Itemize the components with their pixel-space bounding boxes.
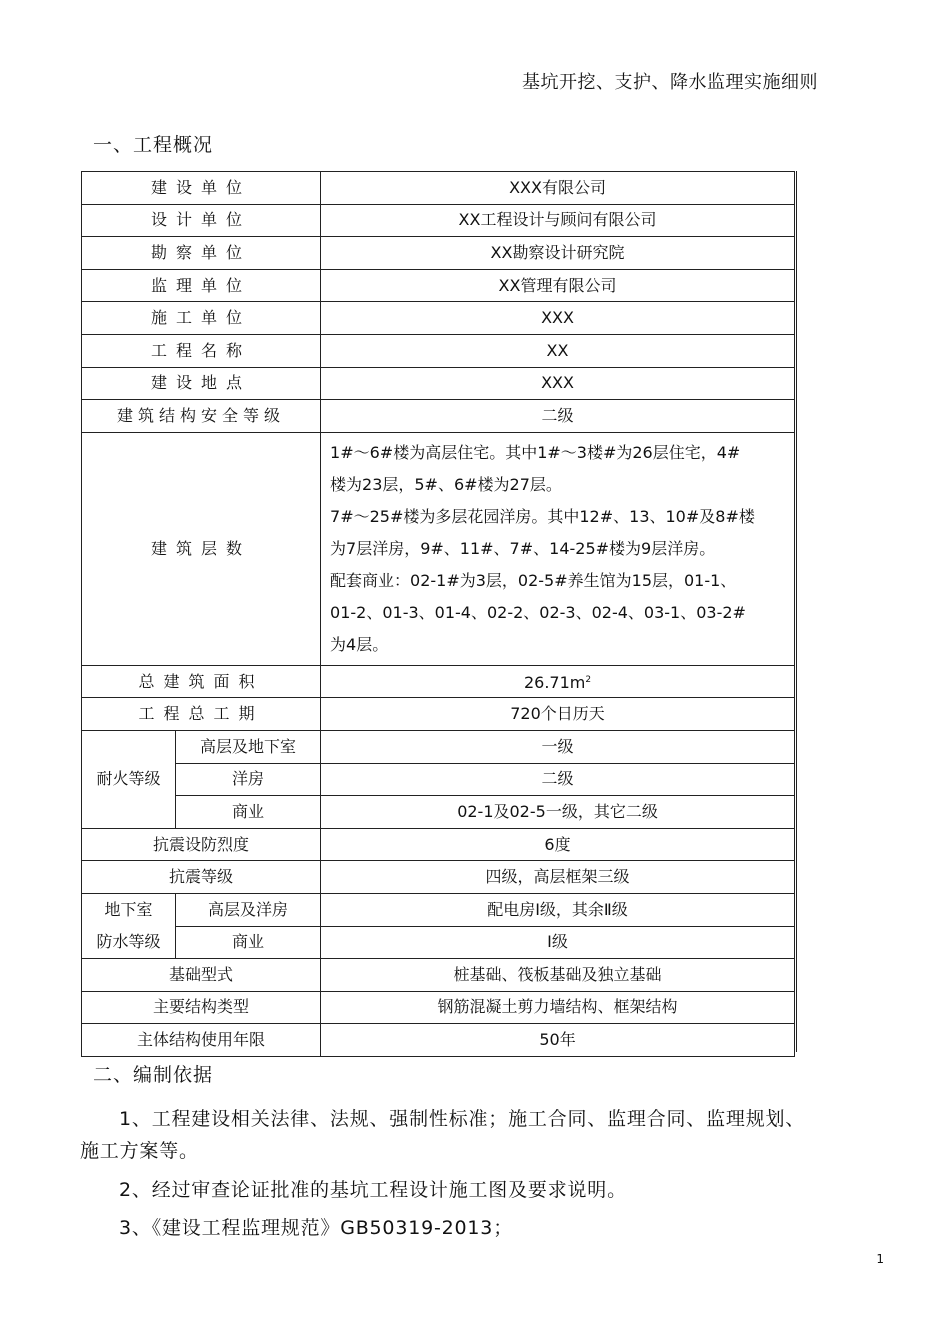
row-value: Ⅰ级 (321, 926, 795, 959)
row-label: 工程名称 (82, 334, 321, 367)
row-value: 二级 (321, 763, 795, 796)
table-double-border-line (796, 171, 797, 1052)
section-heading-basis: 二、编制依据 (93, 1064, 214, 1086)
row-value: 50年 (321, 1024, 795, 1057)
row-value: XX工程设计与顾问有限公司 (321, 204, 795, 237)
row-value: XXX有限公司 (321, 172, 795, 205)
page-number: 1 (876, 1252, 884, 1266)
row-value: XXX (321, 367, 795, 400)
area-value: 26.71m (523, 673, 586, 693)
row-label: 主要结构类型 (82, 991, 321, 1024)
table-row (82, 1024, 795, 1057)
basis-item-2: 2、经过审查论证批准的基坑工程设计施工图及要求说明。 (119, 1179, 627, 1201)
group-label-fire: 耐火等级 (82, 730, 176, 828)
row-label: 抗震等级 (82, 861, 321, 894)
table-row (82, 796, 795, 829)
group-label-waterproof (82, 893, 176, 958)
table-row (82, 926, 795, 959)
row-value: 6度 (321, 828, 795, 861)
table-row (82, 828, 795, 861)
waterproof-label-line: 防水等级 (96, 932, 161, 951)
floors-line: 为7层洋房，9#、11#、7#、14-25#楼为9层洋房。 (330, 538, 716, 558)
table-row (82, 730, 795, 763)
table-row (82, 400, 795, 433)
row-value: 720个日历天 (321, 698, 795, 731)
row-value: 钢筋混凝土剪力墙结构、框架结构 (321, 991, 795, 1024)
row-value: XX勘察设计研究院 (321, 237, 795, 270)
row-value (321, 665, 795, 698)
row-label: 主体结构使用年限 (82, 1024, 321, 1057)
table-row (82, 302, 795, 335)
row-value: 一级 (321, 730, 795, 763)
table-row (82, 991, 795, 1024)
table-row (82, 959, 795, 992)
floors-line: 配套商业：02-1#为3层，02-5#养生馆为15层，01-1、 (330, 570, 737, 590)
sub-label: 高层及地下室 (176, 730, 321, 763)
area-unit-superscript: 2 (585, 675, 592, 686)
row-label: 监理单位 (82, 269, 321, 302)
basis-item-1-line-1: 1、工程建设相关法律、法规、强制性标准；施工合同、监理合同、监理规划、 (119, 1108, 806, 1130)
row-label: 建设地点 (82, 367, 321, 400)
basis-item-3: 3、《建设工程监理规范》GB50319-2013； (119, 1217, 513, 1239)
document-header-title: 基坑开挖、支护、降水监理实施细则 (522, 72, 818, 93)
table-row (82, 861, 795, 894)
row-value: 配电房Ⅰ级，其余Ⅱ级 (321, 893, 795, 926)
sub-label: 商业 (176, 796, 321, 829)
table-row (82, 334, 795, 367)
row-label: 建设单位 (82, 172, 321, 205)
sub-label: 高层及洋房 (176, 893, 321, 926)
row-label: 基础型式 (82, 959, 321, 992)
table-row (82, 665, 795, 698)
floors-line: 01-2、01-3、01-4、02-2、02-3、02-4、03-1、03-2# (330, 602, 746, 622)
basis-item-1-line-2: 施工方案等。 (80, 1140, 199, 1162)
floors-line: 7#～25#楼为多层花园洋房。其中12#、13、10#及8#楼 (330, 506, 755, 526)
table-row (82, 172, 795, 205)
row-label: 工程总工期 (82, 698, 321, 731)
table-row (82, 367, 795, 400)
row-label: 建筑结构安全等级 (82, 400, 321, 433)
row-value: XX (321, 334, 795, 367)
table-row (82, 237, 795, 270)
row-value: XXX (321, 302, 795, 335)
project-overview-table (81, 171, 795, 1057)
row-label: 抗震设防烈度 (82, 828, 321, 861)
row-label: 建筑层数 (82, 432, 321, 665)
floors-description (321, 432, 795, 665)
table-row (82, 269, 795, 302)
sub-label: 洋房 (176, 763, 321, 796)
table-row (82, 763, 795, 796)
floors-line: 楼为23层，5#、6#楼为27层。 (330, 474, 562, 494)
floors-line: 1#～6#楼为高层住宅。其中1#～3楼#为26层住宅，4# (330, 442, 741, 462)
sub-label: 商业 (176, 926, 321, 959)
row-value: 四级，高层框架三级 (321, 861, 795, 894)
table-row (82, 204, 795, 237)
row-label: 勘察单位 (82, 237, 321, 270)
table-row (82, 432, 795, 665)
row-value: 二级 (321, 400, 795, 433)
floors-line: 为4层。 (330, 634, 389, 654)
table-row (82, 698, 795, 731)
row-value: 桩基础、筏板基础及独立基础 (321, 959, 795, 992)
table-row (82, 893, 795, 926)
waterproof-label-line: 地下室 (104, 900, 153, 919)
section-heading-overview: 一、工程概况 (93, 134, 214, 156)
row-value: XX管理有限公司 (321, 269, 795, 302)
row-label: 设计单位 (82, 204, 321, 237)
row-label: 总建筑面积 (82, 665, 321, 698)
row-label: 施工单位 (82, 302, 321, 335)
row-value: 02-1及02-5一级，其它二级 (321, 796, 795, 829)
